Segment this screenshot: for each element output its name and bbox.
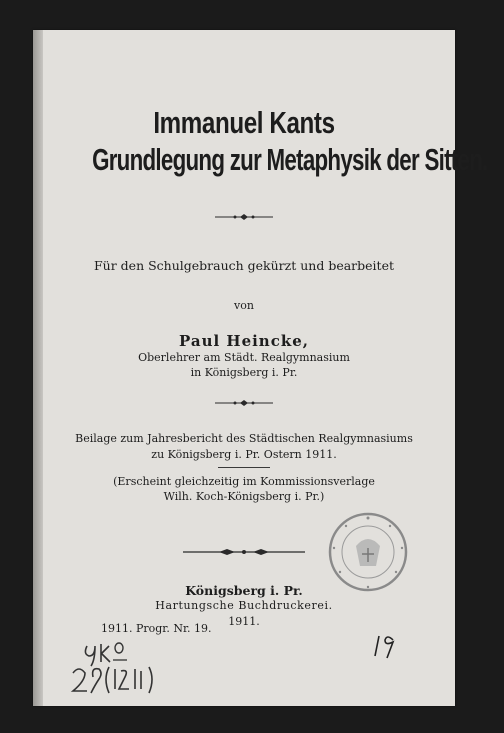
publisher-line-2: Wilh. Koch-Königsberg i. Pr.) [163, 490, 325, 503]
ornament-divider-2 [33, 398, 455, 408]
author-name: Paul Heincke, [178, 332, 310, 350]
imprint-year: 1911. [228, 615, 260, 628]
publisher-line-1: (Erscheint gleichzeitig im Kommissionsverlage [113, 475, 375, 488]
ornament-divider-1 [33, 212, 455, 222]
beilage-line-2: zu Königsberg i. Pr. Ostern 1911. [151, 448, 337, 461]
imprint-printer: Hartungsche Buchdruckerei. [155, 599, 333, 612]
title-line-2: Grundlegung zur Metaphysik der Sitten. [92, 142, 488, 177]
subtitle: Für den Schulgebrauch gekürzt und bearbeitet [94, 258, 394, 273]
author-place: in Königsberg i. Pr. [190, 366, 298, 379]
beilage-line-1: Beilage zum Jahresbericht des Städtischen Realgymnasiums [75, 432, 413, 445]
author-role: Oberlehrer am Städt. Realgymnasium [138, 351, 350, 364]
handwritten-number [371, 630, 401, 660]
title-page [33, 30, 488, 706]
library-stamp [326, 510, 410, 594]
von-label: von [234, 299, 254, 312]
title-line-1: Immanuel Kants [153, 105, 335, 140]
handwritten-shelfmark-bottom [69, 663, 169, 697]
short-rule [218, 467, 270, 468]
program-number: 1911. Progr. Nr. 19. [101, 622, 212, 635]
imprint-place: Königsberg i. Pr. [185, 583, 303, 598]
